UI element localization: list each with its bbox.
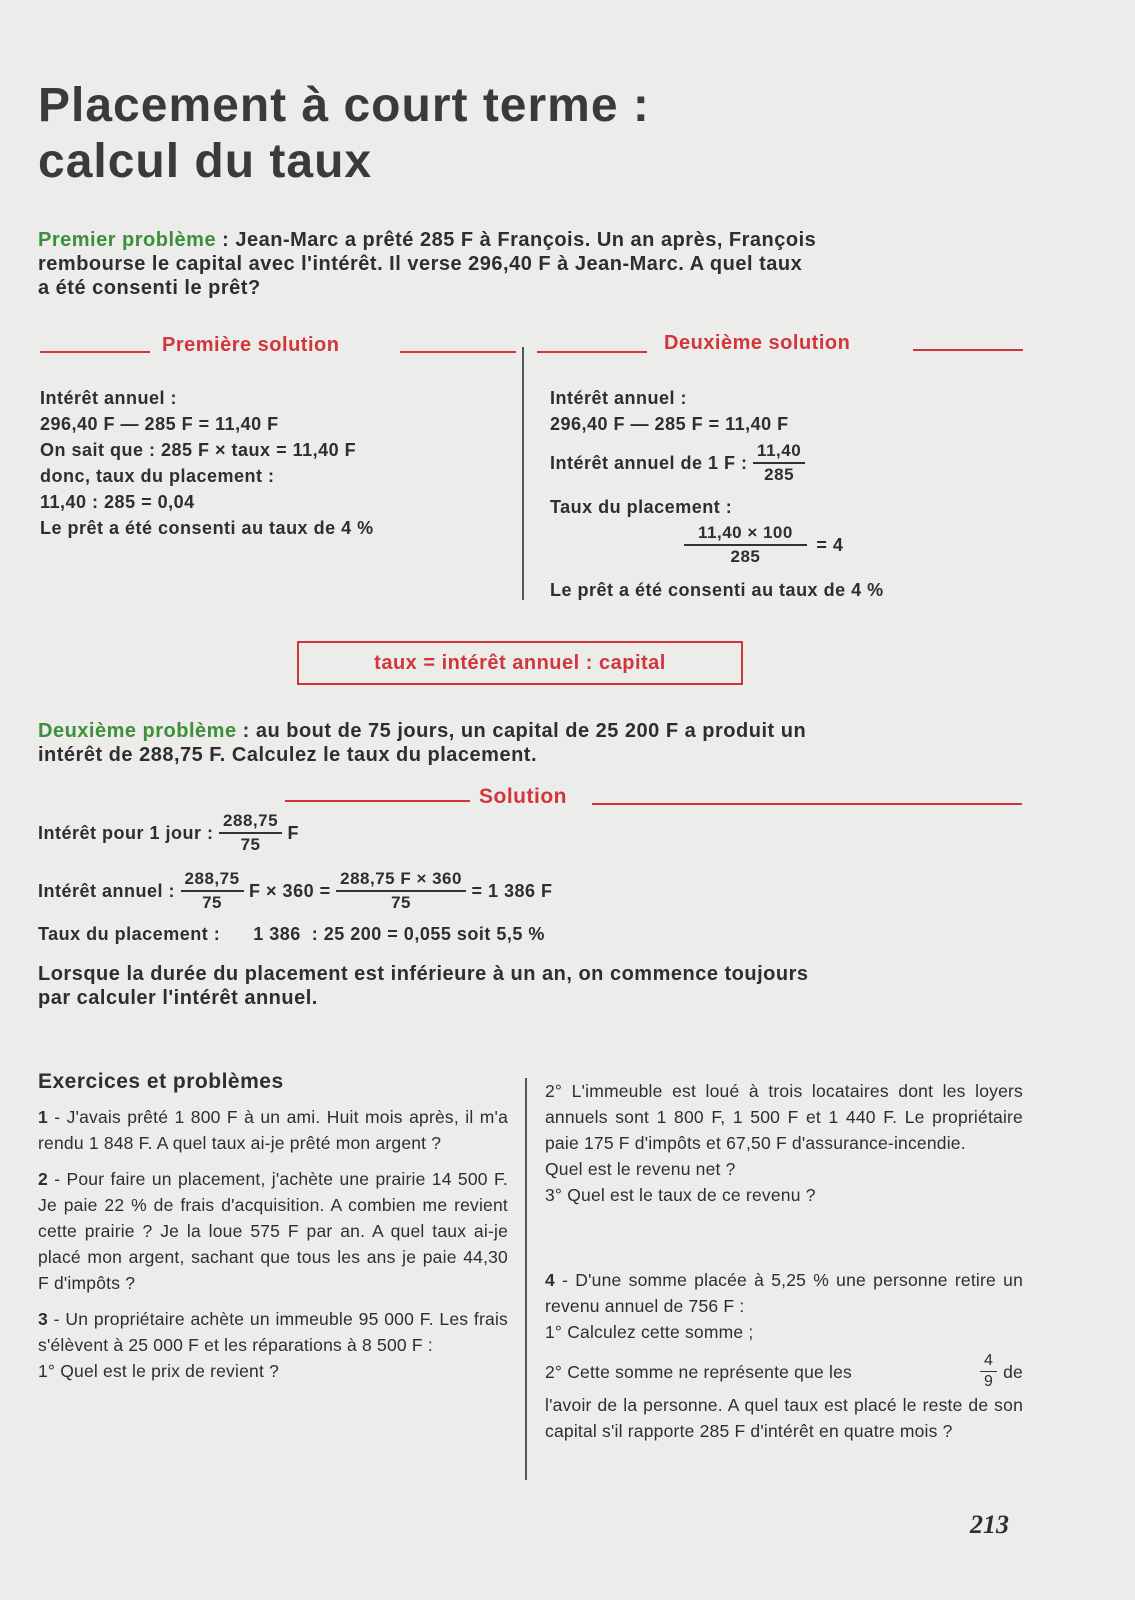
fraction	[980, 1351, 997, 1392]
problem-2	[38, 719, 1018, 767]
solution-1-body	[40, 385, 510, 541]
solution-3-result: = 1 386 F	[471, 881, 553, 901]
title-line-1: Placement à court terme :	[38, 79, 650, 132]
exercise-4-question-2-continued: l'avoir de la personne. A quel taux est placé le reste de son capital s'il rapporte 285 F d'intérêt en quatre mois ?	[545, 1395, 1023, 1441]
heading-rule	[592, 803, 1022, 805]
exercise-3-question-2b: Quel est le revenu net ?	[545, 1159, 736, 1179]
exercise-text: 2° Cette somme ne représente que les	[545, 1361, 852, 1382]
fraction	[753, 440, 805, 486]
exercise-text: de	[1003, 1361, 1023, 1382]
exercise-2	[38, 1166, 508, 1296]
problem-1-line-2: rembourse le capital avec l'intérêt. Il verse 296,40 F à Jean-Marc. A quel taux	[38, 253, 803, 275]
rule-line-2: par calculer l'intérêt annuel.	[38, 987, 318, 1009]
exercise-4	[545, 1267, 1023, 1444]
problem-1-label: Premier problème	[38, 229, 217, 251]
page-title	[38, 78, 650, 190]
exercise-text: - Un propriétaire achète un immeuble 95 000 F. Les frais s'élèvent à 25 000 F et les réparations à 8 500 F :	[38, 1309, 508, 1355]
solution-1-line: Intérêt annuel :	[40, 388, 178, 408]
solution-2-line: Le prêt a été consenti au taux de 4 %	[550, 580, 884, 600]
exercises-heading: Exercices et problèmes	[38, 1070, 284, 1093]
solution-2-heading: Deuxième solution	[664, 332, 851, 354]
problem-2-line-2: intérêt de 288,75 F. Calculez le taux du placement.	[38, 744, 538, 766]
rule	[38, 962, 1028, 1010]
exercises-left-column	[38, 1104, 508, 1384]
solution-1-line: donc, taux du placement :	[40, 466, 275, 486]
exercises-right-column	[545, 1078, 1023, 1208]
heading-rule	[285, 800, 470, 802]
exercise-number: 1	[38, 1107, 48, 1127]
exercise-text: - J'avais prêté 1 800 F à un ami. Huit mois après, il m'a rendu 1 848 F. A quel taux ai-je prêté mon argent ?	[38, 1107, 508, 1153]
exercise-4-question-1: 1° Calculez cette somme ;	[545, 1322, 754, 1342]
exercise-text: - D'une somme placée à 5,25 % une personne retire un revenu annuel de 756 F :	[545, 1270, 1023, 1316]
solution-1-line: 296,40 F — 285 F = 11,40 F	[40, 414, 279, 434]
fraction-numerator: 288,75	[181, 868, 244, 892]
solution-2-line: 296,40 F — 285 F = 11,40 F	[550, 414, 789, 434]
solution-1-heading: Première solution	[162, 334, 340, 356]
fraction	[684, 522, 807, 568]
exercise-4-question-2	[545, 1351, 1023, 1392]
fraction-result: = 4	[816, 535, 844, 555]
solution-2-line: Intérêt annuel de 1 F :	[550, 453, 748, 473]
solution-3-heading: Solution	[479, 785, 567, 808]
solution-1-line: Le prêt a été consenti au taux de 4 %	[40, 518, 374, 538]
heading-rule	[400, 351, 516, 353]
rule-line-1: Lorsque la durée du placement est inférieure à un an, on commence toujours	[38, 963, 809, 985]
fraction	[181, 868, 244, 914]
problem-1-line-3: a été consenti le prêt?	[38, 277, 261, 299]
solution-1-line: On sait que : 285 F × taux = 11,40 F	[40, 440, 357, 460]
problem-1-line-1: : Jean-Marc a prêté 285 F à François. Un an après, François	[216, 229, 817, 251]
title-line-2: calcul du taux	[38, 135, 373, 188]
problem-2-label: Deuxième problème	[38, 720, 237, 742]
fraction-numerator: 11,40	[753, 440, 805, 464]
exercise-3-question-2: 2° L'immeuble est loué à trois locataires dont les loyers annuels sont 1 800 F, 1 500 F et 1 440 F. Le propriétaire paie 175 F d'impôts et 67,50 F d'assurance-incendie.	[545, 1081, 1023, 1153]
fraction-denominator: 9	[984, 1373, 994, 1390]
solution-2-line: Intérêt annuel :	[550, 388, 688, 408]
fraction-numerator: 11,40 × 100	[684, 522, 807, 546]
page-number: 213	[970, 1510, 1009, 1539]
fraction-denominator: 285	[764, 465, 795, 484]
solution-3-row-3: Taux du placement : 1 386 : 25 200 = 0,055 soit 5,5 %	[38, 924, 545, 944]
problem-1	[38, 228, 1018, 300]
exercise-3-question-3: 3° Quel est le taux de ce revenu ?	[545, 1185, 816, 1205]
solution-1-line: 11,40 : 285 = 0,04	[40, 492, 195, 512]
exercise-3-question-1: 1° Quel est le prix de revient ?	[38, 1361, 280, 1381]
solution-3-row-2	[38, 868, 553, 914]
solution-3-label: Intérêt pour 1 jour :	[38, 823, 214, 843]
fraction-denominator: 285	[730, 547, 761, 566]
solution-2-body	[550, 385, 1030, 437]
fraction-denominator: 75	[240, 835, 261, 854]
exercise-1	[38, 1104, 508, 1156]
solution-3-row-1	[38, 810, 299, 856]
solution-2-rate-calc	[684, 522, 843, 568]
solution-2-line: Taux du placement :	[550, 497, 733, 517]
fraction-denominator: 75	[202, 893, 222, 912]
solution-2-unit-interest	[550, 440, 805, 486]
heading-rule	[913, 349, 1023, 351]
column-divider	[522, 347, 524, 600]
fraction-numerator: 288,75 F × 360	[336, 868, 466, 892]
heading-rule	[537, 351, 647, 353]
solution-3-label: Intérêt annuel :	[38, 881, 176, 901]
unit: F	[287, 823, 300, 843]
exercise-3	[38, 1306, 508, 1358]
exercise-number: 2	[38, 1169, 48, 1189]
column-divider	[525, 1078, 527, 1480]
fraction	[336, 868, 466, 914]
fraction	[219, 810, 282, 856]
formula-box: taux = intérêt annuel : capital	[297, 641, 743, 685]
heading-rule	[40, 351, 150, 353]
fraction-denominator: 75	[391, 893, 411, 912]
solution-3-mid: F × 360 =	[249, 881, 331, 901]
fraction-numerator: 4	[980, 1351, 997, 1372]
problem-2-line-1: : au bout de 75 jours, un capital de 25 200 F a produit un	[236, 720, 807, 742]
exercise-number: 4	[545, 1270, 555, 1290]
exercise-text: - Pour faire un placement, j'achète une prairie 14 500 F. Je paie 22 % de frais d'acquisition. A combien me revient cette prairie ? Je la loue 575 F par an. A quel taux ai-je placé mon argent, sachant que tous les ans je paie 44,30 F d'impôts ?	[38, 1169, 508, 1293]
exercise-number: 3	[38, 1309, 48, 1329]
fraction-numerator: 288,75	[219, 810, 282, 834]
